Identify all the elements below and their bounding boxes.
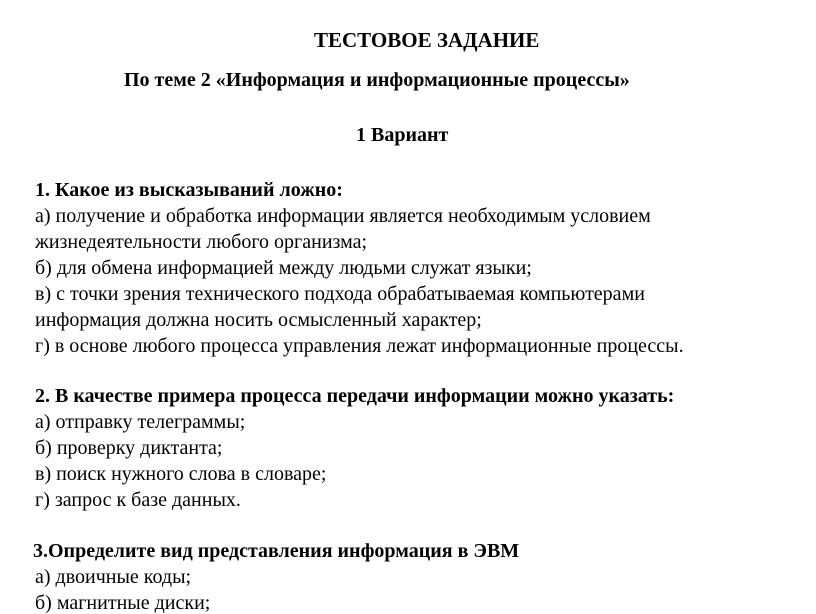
- question-1-option-a-line-1: а) получение и обработка информации является необходимым условием: [35, 205, 651, 227]
- variant-label: 1 Вариант: [356, 124, 449, 146]
- question-1-title: 1. Какое из высказываний ложно:: [35, 179, 343, 201]
- question-1-option-c-line-2: информация должна носить осмысленный характер;: [35, 309, 482, 331]
- question-2-option-d: г) запрос к базе данных.: [35, 489, 241, 511]
- question-2-option-b: б) проверку диктанта;: [35, 437, 223, 459]
- question-1-option-b: б) для обмена информацией между людьми служат языки;: [35, 257, 532, 279]
- question-1-option-c-line-1: в) с точки зрения технического подхода обрабатываемая компьютерами: [35, 283, 645, 305]
- question-1-option-a-line-2: жизнедеятельности любого организма;: [35, 231, 368, 253]
- question-2-option-c: в) поиск нужного слова в словаре;: [35, 463, 327, 485]
- question-2-title: 2. В качестве примера процесса передачи информации можно указать:: [35, 385, 675, 407]
- question-2-option-a: а) отправку телеграммы;: [35, 411, 246, 433]
- question-3-option-b: б) магнитные диски;: [35, 592, 211, 614]
- question-3-option-a: а) двоичные коды;: [35, 566, 192, 588]
- document-title: ТЕСТОВОЕ ЗАДАНИЕ: [314, 28, 540, 52]
- question-1-option-d: г) в основе любого процесса управления лежат информационные процессы.: [35, 335, 684, 357]
- document-subtitle: По теме 2 «Информация и информационные процессы»: [124, 69, 630, 91]
- question-3-title: 3.Определите вид представления информация в ЭВМ: [33, 540, 520, 562]
